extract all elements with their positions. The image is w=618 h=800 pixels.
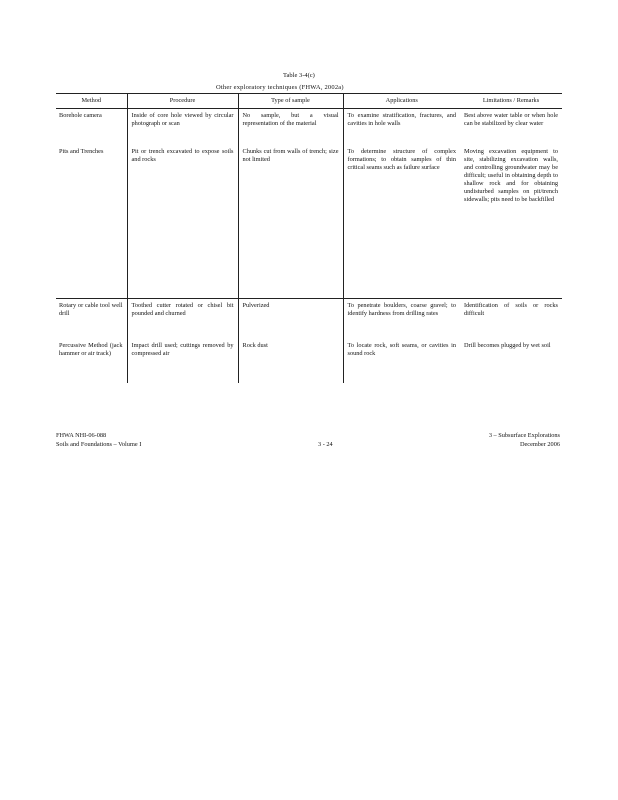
footer-date: December 2006 xyxy=(519,441,560,448)
cell-method: Rotary or cable tool well drill xyxy=(56,299,127,339)
cell-method: Percussive Method (jack hammer or air track) xyxy=(56,339,127,383)
cell-limitations: Drill becomes plugged by wet soil xyxy=(464,341,551,349)
cell-applications: To locate rock, soft seams, or cavities in sound rock xyxy=(347,341,456,357)
cell-procedure: Toothed cutter rotated or chisel bit pounded and churned xyxy=(127,299,238,339)
cell-method: Pits and Trenches xyxy=(56,145,127,299)
table-row xyxy=(56,299,562,339)
cell-type: No sample, but a visual representation of the material xyxy=(238,109,343,145)
cell-applications: To penetrate boulders, coarse gravel; to identify hardness from drilling rates xyxy=(343,299,460,339)
footer-volume-title: Soils and Foundations – Volume I xyxy=(56,441,142,448)
cell-type: Chunks cut from walls of trench; size not limited xyxy=(238,145,343,299)
page-number: 3 - 24 xyxy=(318,441,333,448)
footer-right xyxy=(489,431,560,449)
cell-limitations: Moving excavation equipment to site, stabilizing excavation walls, and controlling groundwater may be difficult; useful in obtaining depth to shallow rock and for obtaining undisturbed samples on pit/trench sidewalls; pits need to be backfilled xyxy=(464,147,558,203)
table-row xyxy=(56,145,562,299)
footer-chapter-title: 3 – Subsurface Explorations xyxy=(488,432,560,439)
header-limitations-remarks: Limitations / Remarks xyxy=(460,94,562,109)
cell-type: Pulverized xyxy=(238,299,343,339)
table-row xyxy=(56,339,562,383)
cell-procedure: Pit or trench excavated to expose soils and rocks xyxy=(127,145,238,299)
footer-report-number: FHWA NHI-06-088 xyxy=(56,432,107,439)
table-row xyxy=(56,109,562,145)
cell-method: Borehole camera xyxy=(56,109,127,145)
header-type-of-sample: Type of sample xyxy=(238,94,343,109)
table-caption-title: Other exploratory techniques (FHWA, 2002a) xyxy=(216,84,344,91)
cell-procedure: Inside of core hole viewed by circular photograph or scan xyxy=(127,109,238,145)
footer-left xyxy=(56,431,141,449)
cell-limitations: Best above water table or when hole can be stabilized by clear water xyxy=(464,112,558,127)
header-applications: Applications xyxy=(343,94,460,109)
header-procedure: Procedure xyxy=(127,94,238,109)
cell-procedure: Impact drill used; cuttings removed by compressed air xyxy=(127,339,238,383)
cell-limitations: Identification of soils or rocks difficult xyxy=(460,299,562,339)
cell-applications: To examine stratification, fractures, and cavities in hole walls xyxy=(347,112,456,127)
exploratory-techniques-table xyxy=(56,93,562,383)
cell-applications: To determine structure of complex formations; to obtain samples of thin critical seams such as failure surface xyxy=(347,147,456,171)
table-caption-number: Table 3-4(c) xyxy=(283,72,315,79)
table-header-row xyxy=(56,94,562,109)
cell-type: Rock dust xyxy=(238,339,343,383)
header-method: Method xyxy=(56,94,127,109)
